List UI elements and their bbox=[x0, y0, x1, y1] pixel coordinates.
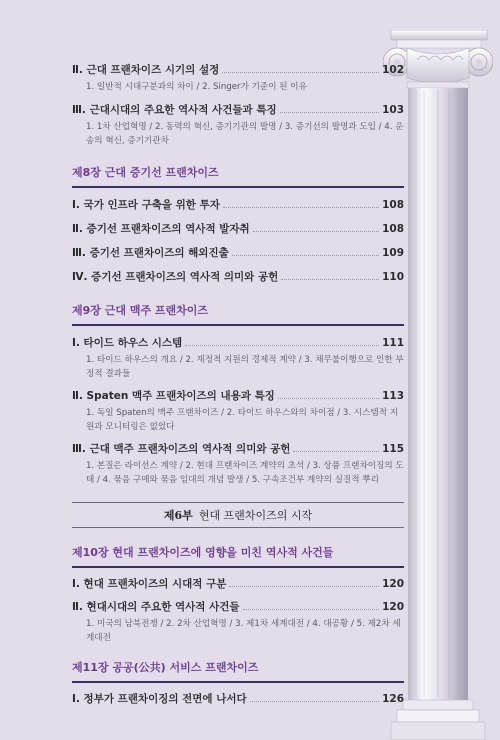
dot-leader bbox=[250, 701, 379, 702]
section-title: Ⅱ. Spaten 맥주 프랜차이즈의 내용과 특징 bbox=[72, 390, 275, 402]
page-number: 113 bbox=[382, 390, 404, 402]
toc-content bbox=[72, 62, 404, 487]
section-title: Ⅰ. 국가 인프라 구축을 위한 투자 bbox=[72, 199, 220, 211]
page-number: 109 bbox=[382, 247, 404, 259]
subsection-list: 1. 독일 Spaten의 맥주 프랜차이즈 / 2. 타이드 하우스와의 차이점 / 3. 시스템적 지원과 모니터링은 없었다 bbox=[86, 408, 399, 432]
part-divider-bottom bbox=[72, 527, 404, 528]
toc-entry[interactable] bbox=[72, 576, 404, 591]
dot-leader bbox=[278, 398, 379, 399]
section-title: Ⅰ. 타이드 하우스 시스템 bbox=[72, 337, 183, 349]
part-label: 제6부 bbox=[163, 509, 193, 522]
section-title: Ⅰ. 정부가 프랜차이징의 전면에 나서다 bbox=[72, 693, 247, 705]
toc-entry[interactable] bbox=[72, 335, 404, 381]
section-title: Ⅲ. 근대시대의 주요한 역사적 사건들과 특징 bbox=[72, 104, 277, 116]
subsection-list: 1. 타이드 하우스의 개요 / 2. 재정적 지원의 경제적 계약 / 3. 채무불이행으로 인한 부정적 결과들 bbox=[86, 355, 404, 379]
subsection-list: 1. 미국의 남북전쟁 / 2. 2차 산업혁명 / 3. 제1차 세계대전 / 4. 대공황 / 5. 제2차 세계대전 bbox=[86, 619, 401, 643]
chapter-title: 제8장 근대 증기선 프랜차이즈 bbox=[72, 166, 219, 179]
dot-leader bbox=[185, 345, 379, 346]
toc-entry[interactable] bbox=[72, 388, 404, 434]
toc-entry[interactable] bbox=[72, 599, 404, 645]
chapter-rule bbox=[72, 681, 404, 683]
section-title: Ⅲ. 근대 맥주 프랜차이즈의 역사적 의미와 공헌 bbox=[72, 443, 291, 455]
page-number: 120 bbox=[382, 601, 404, 613]
dot-leader bbox=[229, 586, 379, 587]
chapter-10 bbox=[72, 544, 404, 645]
dot-leader bbox=[293, 451, 379, 452]
toc-content-part6 bbox=[72, 544, 404, 706]
toc-entry[interactable] bbox=[72, 269, 404, 284]
page-number: 108 bbox=[382, 199, 404, 211]
page-number: 120 bbox=[382, 578, 404, 590]
section-title: Ⅰ. 현대 프랜차이즈의 시대적 구분 bbox=[72, 578, 227, 590]
chapter-11 bbox=[72, 659, 404, 706]
section-title: Ⅱ. 근대 프랜차이즈 시기의 설정 bbox=[72, 64, 220, 76]
dot-leader bbox=[281, 279, 379, 280]
dot-leader bbox=[253, 231, 379, 232]
toc-entry[interactable] bbox=[72, 221, 404, 236]
toc-entry[interactable] bbox=[72, 245, 404, 260]
page-number: 108 bbox=[382, 223, 404, 235]
page-number: 102 bbox=[382, 64, 404, 76]
toc-entry[interactable] bbox=[72, 197, 404, 212]
subsection-list: 1. 일반적 시대구분과의 차이 / 2. Singer가 기준이 된 이유 bbox=[86, 82, 307, 92]
subsection-list: 1. 1차 산업혁명 / 2. 동력의 혁신, 증기기관의 발명 / 3. 증기선의 발명과 도입 / 4. 운송의 혁신, 증기기관차 bbox=[86, 122, 404, 146]
part-title: 현대 프랜차이즈의 시작 bbox=[198, 509, 313, 522]
dot-leader bbox=[243, 609, 380, 610]
page-number: 126 bbox=[382, 693, 404, 705]
chapter-rule bbox=[72, 566, 404, 568]
chapter-9 bbox=[72, 302, 404, 487]
toc-entry[interactable] bbox=[72, 62, 404, 94]
chapter-8 bbox=[72, 164, 404, 284]
chapter-title: 제10장 현대 프랜차이즈에 영향을 미친 역사적 사건들 bbox=[72, 546, 334, 559]
toc-entry[interactable] bbox=[72, 691, 404, 706]
chapter-rule bbox=[72, 186, 404, 188]
page-number: 111 bbox=[382, 337, 404, 349]
chapter-rule bbox=[72, 324, 404, 326]
section-title: Ⅱ. 현대시대의 주요한 역사적 사건들 bbox=[72, 601, 240, 613]
subsection-list: 1. 본질은 라이선스 계약 / 2. 현대 프랜차이즈 계약의 초석 / 3. 상품 프랜차이징의 도태 / 4. 묶음 구매와 묶음 임대의 개념 발생 / 5. 구속조건부 계약의 실질적 뿌리 bbox=[86, 461, 404, 485]
toc-entry[interactable] bbox=[72, 441, 404, 487]
part-divider-top bbox=[72, 502, 404, 503]
page-number: 103 bbox=[382, 104, 404, 116]
section-title: Ⅲ. 증기선 프랜차이즈의 해외진출 bbox=[72, 247, 229, 259]
page-number: 115 bbox=[382, 443, 404, 455]
dot-leader bbox=[280, 112, 379, 113]
section-title: Ⅱ. 증기선 프랜차이즈의 역사적 발자취 bbox=[72, 223, 250, 235]
toc-entry[interactable] bbox=[72, 102, 404, 148]
dot-leader bbox=[232, 255, 379, 256]
section-title: Ⅳ. 증기선 프랜차이즈의 역사적 의미와 공헌 bbox=[72, 271, 279, 283]
page-number: 110 bbox=[382, 271, 404, 283]
chapter-title: 제11장 공공(公共) 서비스 프랜차이즈 bbox=[72, 661, 259, 674]
part-heading bbox=[72, 507, 404, 523]
dot-leader bbox=[223, 207, 379, 208]
dot-leader bbox=[222, 72, 379, 73]
chapter-title: 제9장 근대 맥주 프랜차이즈 bbox=[72, 304, 209, 317]
